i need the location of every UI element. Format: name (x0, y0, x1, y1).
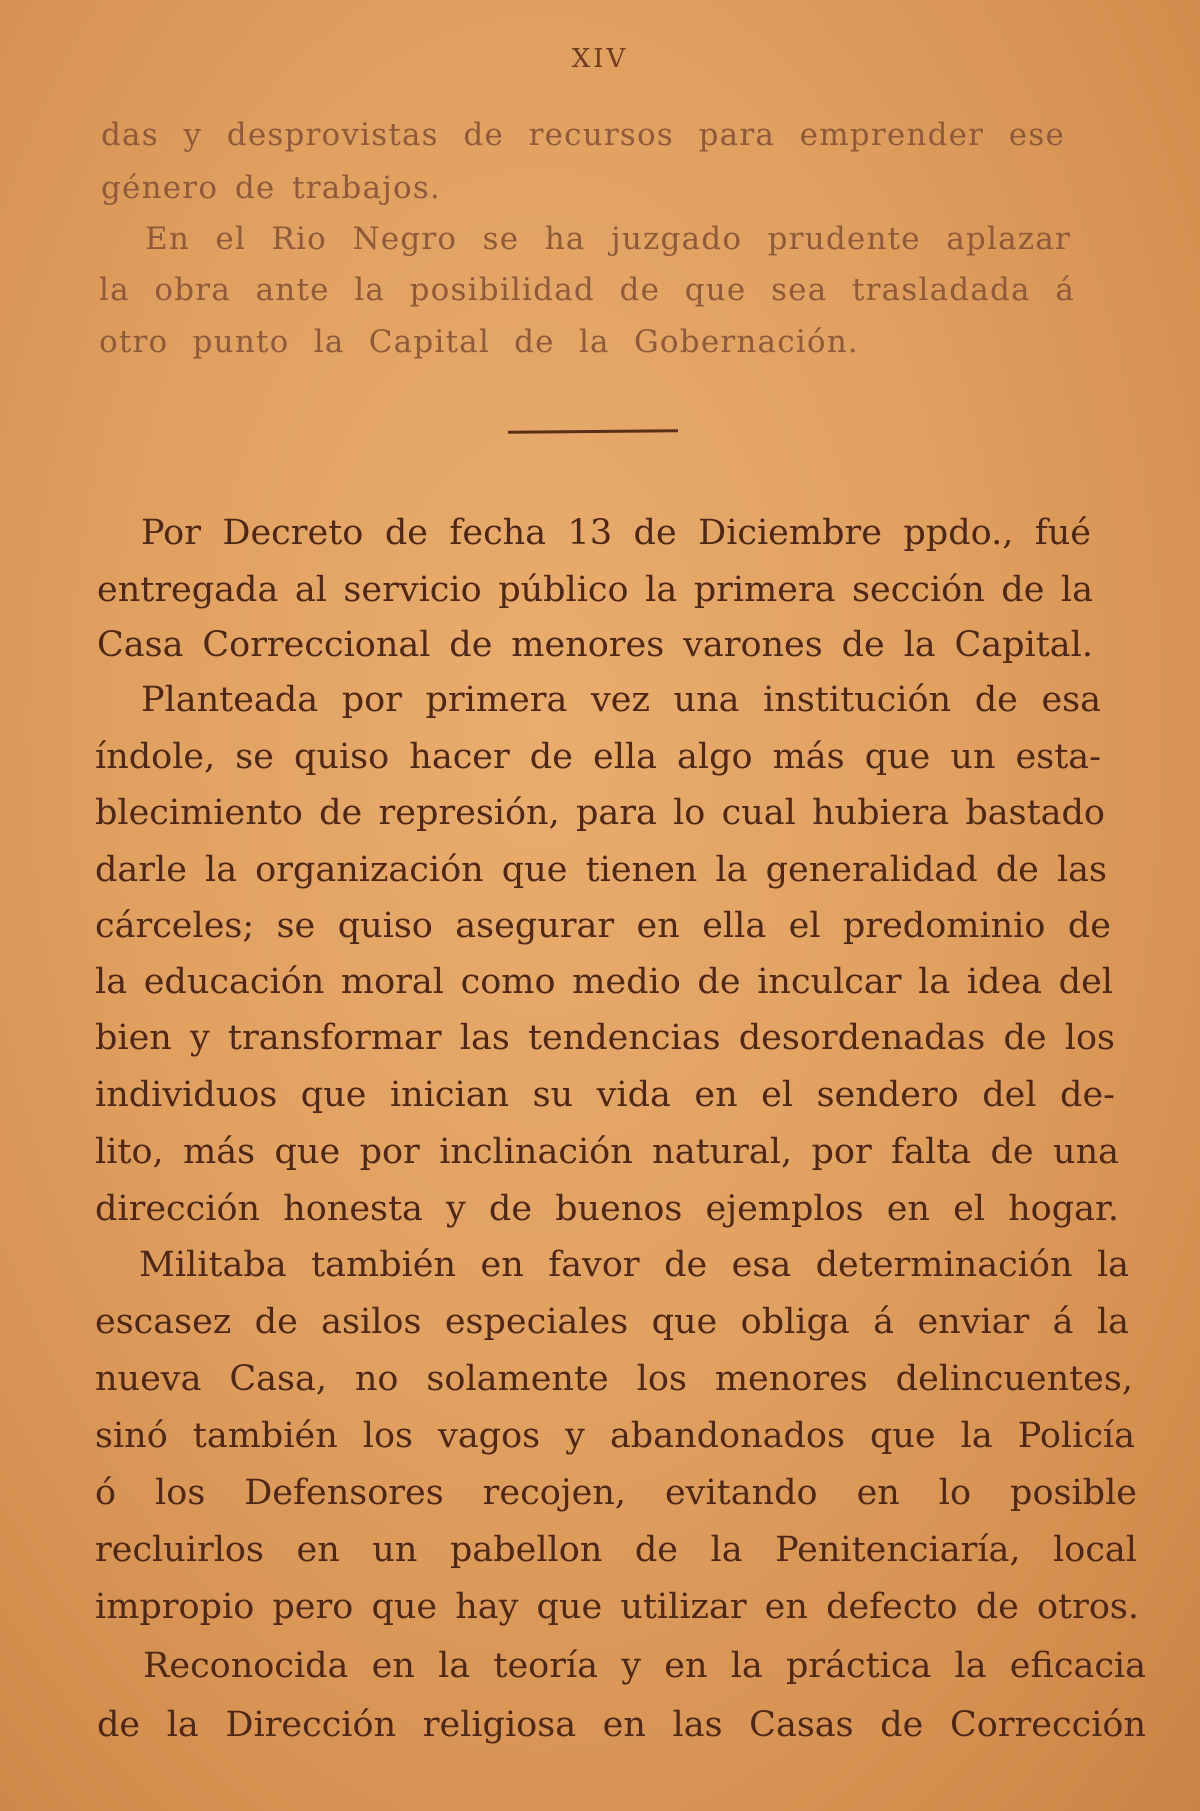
text-line: otro punto la Capital de la Gobernación. (99, 324, 859, 360)
text-line: individuos que inician su vida en el sendero del de- (95, 1075, 1115, 1115)
text-line: dirección honesta y de buenos ejemplos en el hogar. (95, 1189, 1119, 1229)
text-line: la obra ante la posibilidad de que sea trasladada á (99, 272, 1075, 308)
text-line: sinó también los vagos y abandonados que la Policía (95, 1416, 1135, 1456)
text-line: género de trabajos. (101, 170, 441, 206)
text-line: escasez de asilos especiales que obliga á enviar á la (95, 1302, 1129, 1342)
text-line: Reconocida en la teoría y en la práctica la eficacia (143, 1646, 1146, 1686)
text-line: Por Decreto de fecha 13 de Diciembre ppdo., fué (141, 513, 1091, 553)
text-line: entregada al servicio público la primera sección de la (97, 570, 1093, 610)
text-line: cárceles; se quiso asegurar en ella el predominio de (95, 906, 1111, 946)
text-line: blecimiento de represión, para lo cual hubiera bastado (95, 793, 1105, 833)
text-line: das y desprovistas de recursos para emprender ese (101, 117, 1065, 153)
text-line: Planteada por primera vez una institución de esa (141, 680, 1101, 720)
text-line: bien y transformar las tendencias desordenadas de los (95, 1018, 1115, 1058)
text-line: En el Rio Negro se ha juzgado prudente aplazar (145, 221, 1071, 257)
text-line: darle la organización que tienen la generalidad de las (95, 850, 1107, 890)
page-number: XIV (571, 44, 629, 74)
section-divider (508, 429, 678, 433)
text-line: ó los Defensores recojen, evitando en lo posible (95, 1473, 1137, 1513)
text-line: impropio pero que hay que utilizar en defecto de otros. (95, 1587, 1139, 1627)
text-line: Militaba también en favor de esa determinación la (139, 1245, 1129, 1285)
text-line: recluirlos en un pabellon de la Penitenciaría, local (95, 1530, 1137, 1570)
text-line: nueva Casa, no solamente los menores delincuentes, (95, 1359, 1133, 1399)
text-line: Casa Correccional de menores varones de la Capital. (97, 625, 1093, 665)
text-line: lito, más que por inclinación natural, por falta de una (95, 1132, 1119, 1172)
text-line: índole, se quiso hacer de ella algo más que un esta- (95, 737, 1101, 777)
text-line: la educación moral como medio de inculcar la idea del (95, 962, 1113, 1002)
text-line: de la Dirección religiosa en las Casas de Corrección (97, 1705, 1146, 1745)
